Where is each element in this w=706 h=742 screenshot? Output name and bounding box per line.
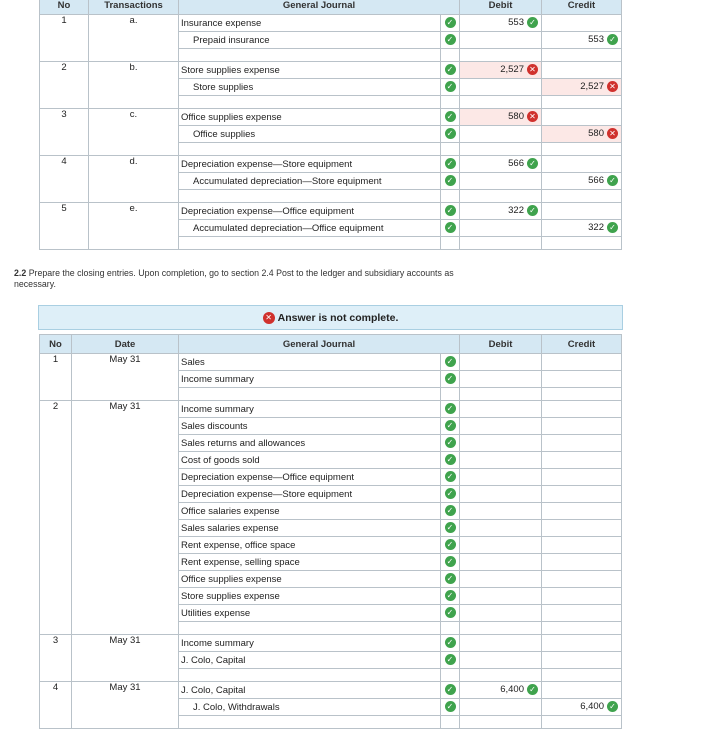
account-select[interactable] [179,635,441,652]
account-name: Office supplies [193,128,256,140]
correct-check-icon: ✓ [445,590,456,601]
correct-check-icon: ✓ [445,205,456,216]
account-status [441,371,460,388]
account-status [441,652,460,669]
account-status [441,520,460,537]
correct-check-icon: ✓ [445,437,456,448]
journal-row [40,62,622,79]
correct-check-icon: ✓ [445,505,456,516]
account-status [441,588,460,605]
account-name: Rent expense, selling space [181,556,300,568]
debit-input[interactable] [460,109,542,126]
account-select[interactable] [179,173,441,190]
correct-check-icon: ✓ [445,471,456,482]
correct-check-icon: ✓ [445,573,456,584]
correct-check-icon: ✓ [445,128,456,139]
adjusting-entries-table [39,0,622,250]
account-name: J. Colo, Withdrawals [193,701,280,713]
account-status [441,682,460,699]
correct-check-icon: ✓ [527,205,538,216]
col-no-header: No [40,0,89,15]
account-select[interactable] [179,486,441,503]
entry-date[interactable]: May 31 [72,682,179,729]
credit-amount: 322 [588,222,604,234]
blank-cell[interactable] [460,622,542,635]
blank-cell[interactable] [542,49,622,62]
debit-input[interactable] [460,354,542,371]
blank-cell[interactable] [441,143,460,156]
credit-amount: 553 [588,34,604,46]
correct-check-icon: ✓ [445,81,456,92]
transaction-label: b. [89,62,179,109]
blank-cell[interactable] [542,96,622,109]
answer-status-banner [38,305,623,330]
debit-input[interactable] [460,203,542,220]
correct-check-icon: ✓ [445,403,456,414]
account-status [441,435,460,452]
credit-input[interactable] [542,173,622,190]
account-status [441,635,460,652]
debit-input[interactable] [460,503,542,520]
blank-cell[interactable] [441,716,460,729]
account-select[interactable] [179,469,441,486]
account-name: Store supplies expense [181,64,280,76]
blank-cell[interactable] [441,622,460,635]
account-name: Office supplies expense [181,573,282,585]
account-name: Office supplies expense [181,111,282,123]
blank-cell[interactable] [460,716,542,729]
debit-input[interactable] [460,571,542,588]
correct-check-icon: ✓ [445,111,456,122]
debit-input[interactable] [460,62,542,79]
entry-number: 4 [40,156,89,203]
journal-row [40,635,622,652]
debit-amount: 2,527 [500,64,524,76]
debit-input[interactable] [460,32,542,49]
account-status [441,62,460,79]
credit-input[interactable] [542,203,622,220]
account-status [441,32,460,49]
account-select[interactable] [179,32,441,49]
account-select[interactable] [179,537,441,554]
account-select[interactable] [179,682,441,699]
account-select[interactable] [179,220,441,237]
account-name: Store supplies expense [181,590,280,602]
blank-cell[interactable] [179,237,441,250]
blank-cell[interactable] [460,237,542,250]
correct-check-icon: ✓ [607,701,618,712]
correct-check-icon: ✓ [445,175,456,186]
entry-number: 1 [40,15,89,62]
account-name: Depreciation expense—Office equipment [181,205,355,217]
blank-cell[interactable] [460,96,542,109]
account-name: Income summary [181,637,254,649]
journal-row [40,203,622,220]
credit-input[interactable] [542,126,622,143]
blank-cell[interactable] [179,388,441,401]
debit-amount: 566 [508,158,524,170]
account-status [441,203,460,220]
account-select[interactable] [179,503,441,520]
debit-input[interactable] [460,605,542,622]
blank-cell[interactable] [460,669,542,682]
col-general-journal-header: General Journal [179,0,460,15]
transaction-label: a. [89,15,179,62]
col-general-journal-header: General Journal [179,335,460,354]
debit-input[interactable] [460,537,542,554]
account-select[interactable] [179,203,441,220]
account-name: Office salaries expense [181,505,280,517]
account-name: J. Colo, Capital [181,684,246,696]
account-status [441,418,460,435]
entry-number: 2 [40,401,72,635]
debit-amount: 6,400 [500,684,524,696]
debit-input[interactable] [460,435,542,452]
journal-row [40,682,622,699]
account-name: Sales returns and allowances [181,437,306,449]
debit-input[interactable] [460,635,542,652]
credit-input[interactable] [542,699,622,716]
account-status [441,469,460,486]
transaction-label: c. [89,109,179,156]
debit-input[interactable] [460,15,542,32]
account-status [441,571,460,588]
account-name: Accumulated depreciation—Store equipment [193,175,382,187]
account-select[interactable] [179,435,441,452]
account-select[interactable] [179,156,441,173]
correct-check-icon: ✓ [445,637,456,648]
blank-cell[interactable] [179,190,441,203]
account-name: Depreciation expense—Office equipment [181,471,355,483]
debit-input[interactable] [460,79,542,96]
entry-date[interactable]: May 31 [72,635,179,682]
entry-number: 3 [40,635,72,682]
incorrect-x-icon: ✕ [527,111,538,122]
account-name: Income summary [181,373,254,385]
debit-input[interactable] [460,401,542,418]
account-status [441,401,460,418]
credit-input[interactable] [542,79,622,96]
blank-cell[interactable] [542,716,622,729]
col-debit-header: Debit [460,0,542,15]
col-transactions-header: Transactions [89,0,179,15]
account-select[interactable] [179,62,441,79]
entry-number: 5 [40,203,89,250]
correct-check-icon: ✓ [445,34,456,45]
account-select[interactable] [179,371,441,388]
debit-input[interactable] [460,418,542,435]
account-select[interactable] [179,605,441,622]
debit-input[interactable] [460,469,542,486]
account-name: J. Colo, Capital [181,654,246,666]
credit-input[interactable] [542,588,622,605]
credit-input[interactable] [542,652,622,669]
account-status [441,15,460,32]
blank-cell[interactable] [441,190,460,203]
correct-check-icon: ✓ [445,356,456,367]
credit-input[interactable] [542,452,622,469]
transaction-label: d. [89,156,179,203]
instruction-body: Prepare the closing entries. Upon completion, go to section 2.4 Post to the ledger and subsidiary accounts as necessary. [14,268,454,289]
credit-input[interactable] [542,554,622,571]
correct-check-icon: ✓ [445,701,456,712]
incorrect-x-icon: ✕ [607,128,618,139]
account-select[interactable] [179,401,441,418]
blank-cell[interactable] [460,143,542,156]
blank-cell[interactable] [542,190,622,203]
credit-input[interactable] [542,62,622,79]
debit-amount: 322 [508,205,524,217]
debit-input[interactable] [460,652,542,669]
account-name: Insurance expense [181,17,262,29]
entry-number: 2 [40,62,89,109]
credit-input[interactable] [542,682,622,699]
incorrect-x-icon: ✕ [607,81,618,92]
account-status [441,173,460,190]
blank-cell[interactable] [460,388,542,401]
account-name: Sales [181,356,205,368]
correct-check-icon: ✓ [445,654,456,665]
debit-input[interactable] [460,156,542,173]
credit-input[interactable] [542,371,622,388]
entry-date[interactable]: May 31 [72,401,179,635]
account-name: Depreciation expense—Store equipment [181,158,353,170]
credit-input[interactable] [542,537,622,554]
credit-amount: 2,527 [580,81,604,93]
journal-row [40,109,622,126]
correct-check-icon: ✓ [445,222,456,233]
blank-cell[interactable] [441,96,460,109]
blank-cell[interactable] [179,622,441,635]
credit-input[interactable] [542,418,622,435]
credit-input[interactable] [542,520,622,537]
instruction-number: 2.2 [14,268,27,278]
account-status [441,554,460,571]
col-credit-header: Credit [542,0,622,15]
account-select[interactable] [179,520,441,537]
debit-input[interactable] [460,588,542,605]
debit-amount: 580 [508,111,524,123]
blank-cell[interactable] [179,669,441,682]
account-select[interactable] [179,699,441,716]
debit-input[interactable] [460,452,542,469]
account-status [441,220,460,237]
blank-cell[interactable] [542,237,622,250]
account-status [441,109,460,126]
account-select[interactable] [179,15,441,32]
entry-date[interactable]: May 31 [72,354,179,401]
debit-input[interactable] [460,554,542,571]
debit-input[interactable] [460,699,542,716]
correct-check-icon: ✓ [445,684,456,695]
account-status [441,699,460,716]
account-status [441,354,460,371]
correct-check-icon: ✓ [445,556,456,567]
transaction-label: e. [89,203,179,250]
account-name: Sales discounts [181,420,248,432]
answer-status-text: Answer is not complete. [277,312,399,324]
credit-input[interactable] [542,486,622,503]
correct-check-icon: ✓ [527,17,538,28]
blank-cell[interactable] [179,96,441,109]
correct-check-icon: ✓ [527,684,538,695]
correct-check-icon: ✓ [527,158,538,169]
correct-check-icon: ✓ [445,420,456,431]
credit-input[interactable] [542,156,622,173]
col-date-header: Date [72,335,179,354]
credit-input[interactable] [542,469,622,486]
col-credit-header: Credit [542,335,622,354]
debit-input[interactable] [460,371,542,388]
correct-check-icon: ✓ [445,158,456,169]
credit-input[interactable] [542,503,622,520]
blank-cell[interactable] [179,716,441,729]
credit-amount: 6,400 [580,701,604,713]
credit-input[interactable] [542,109,622,126]
debit-input[interactable] [460,220,542,237]
account-name: Sales salaries expense [181,522,279,534]
journal-row [40,401,622,418]
account-status [441,156,460,173]
account-name: Cost of goods sold [181,454,260,466]
account-select[interactable] [179,79,441,96]
correct-check-icon: ✓ [445,607,456,618]
instruction-text [14,268,464,290]
blank-cell[interactable] [460,190,542,203]
account-select[interactable] [179,418,441,435]
incorrect-x-icon: ✕ [527,64,538,75]
closing-entries-table [39,334,622,729]
journal-row [40,156,622,173]
correct-check-icon: ✓ [445,522,456,533]
account-status [441,537,460,554]
debit-amount: 553 [508,17,524,29]
account-name: Store supplies [193,81,254,93]
credit-input[interactable] [542,15,622,32]
account-status [441,486,460,503]
entry-number: 1 [40,354,72,401]
credit-amount: 566 [588,175,604,187]
correct-check-icon: ✓ [607,222,618,233]
correct-check-icon: ✓ [445,17,456,28]
correct-check-icon: ✓ [607,175,618,186]
entry-number: 3 [40,109,89,156]
account-select[interactable] [179,554,441,571]
correct-check-icon: ✓ [607,34,618,45]
col-no-header: No [40,335,72,354]
account-select[interactable] [179,354,441,371]
credit-input[interactable] [542,435,622,452]
blank-cell[interactable] [441,669,460,682]
account-status [441,503,460,520]
account-name: Prepaid insurance [193,34,270,46]
account-select[interactable] [179,588,441,605]
credit-input[interactable] [542,401,622,418]
correct-check-icon: ✓ [445,454,456,465]
credit-input[interactable] [542,635,622,652]
credit-input[interactable] [542,571,622,588]
journal-row [40,15,622,32]
correct-check-icon: ✓ [445,373,456,384]
credit-input[interactable] [542,605,622,622]
account-name: Depreciation expense—Store equipment [181,488,353,500]
blank-cell[interactable] [179,49,441,62]
account-status [441,605,460,622]
account-select[interactable] [179,652,441,669]
blank-cell[interactable] [460,49,542,62]
debit-input[interactable] [460,520,542,537]
entry-number: 4 [40,682,72,729]
account-name: Rent expense, office space [181,539,296,551]
debit-input[interactable] [460,682,542,699]
account-status [441,126,460,143]
debit-input[interactable] [460,126,542,143]
credit-input[interactable] [542,354,622,371]
account-name: Accumulated depreciation—Office equipment [193,222,384,234]
debit-input[interactable] [460,486,542,503]
account-status [441,79,460,96]
account-name: Income summary [181,403,254,415]
incorrect-icon: ✕ [263,312,275,324]
account-select[interactable] [179,126,441,143]
correct-check-icon: ✓ [445,539,456,550]
correct-check-icon: ✓ [445,488,456,499]
blank-cell[interactable] [542,143,622,156]
blank-cell[interactable] [542,669,622,682]
blank-cell[interactable] [542,622,622,635]
account-select[interactable] [179,109,441,126]
credit-input[interactable] [542,32,622,49]
correct-check-icon: ✓ [445,64,456,75]
account-name: Utilities expense [181,607,251,619]
debit-input[interactable] [460,173,542,190]
blank-cell[interactable] [441,49,460,62]
blank-cell[interactable] [542,388,622,401]
account-select[interactable] [179,452,441,469]
col-debit-header: Debit [460,335,542,354]
blank-cell[interactable] [441,237,460,250]
account-select[interactable] [179,571,441,588]
account-status [441,452,460,469]
blank-cell[interactable] [179,143,441,156]
journal-row [40,354,622,371]
credit-amount: 580 [588,128,604,140]
credit-input[interactable] [542,220,622,237]
blank-cell[interactable] [441,388,460,401]
